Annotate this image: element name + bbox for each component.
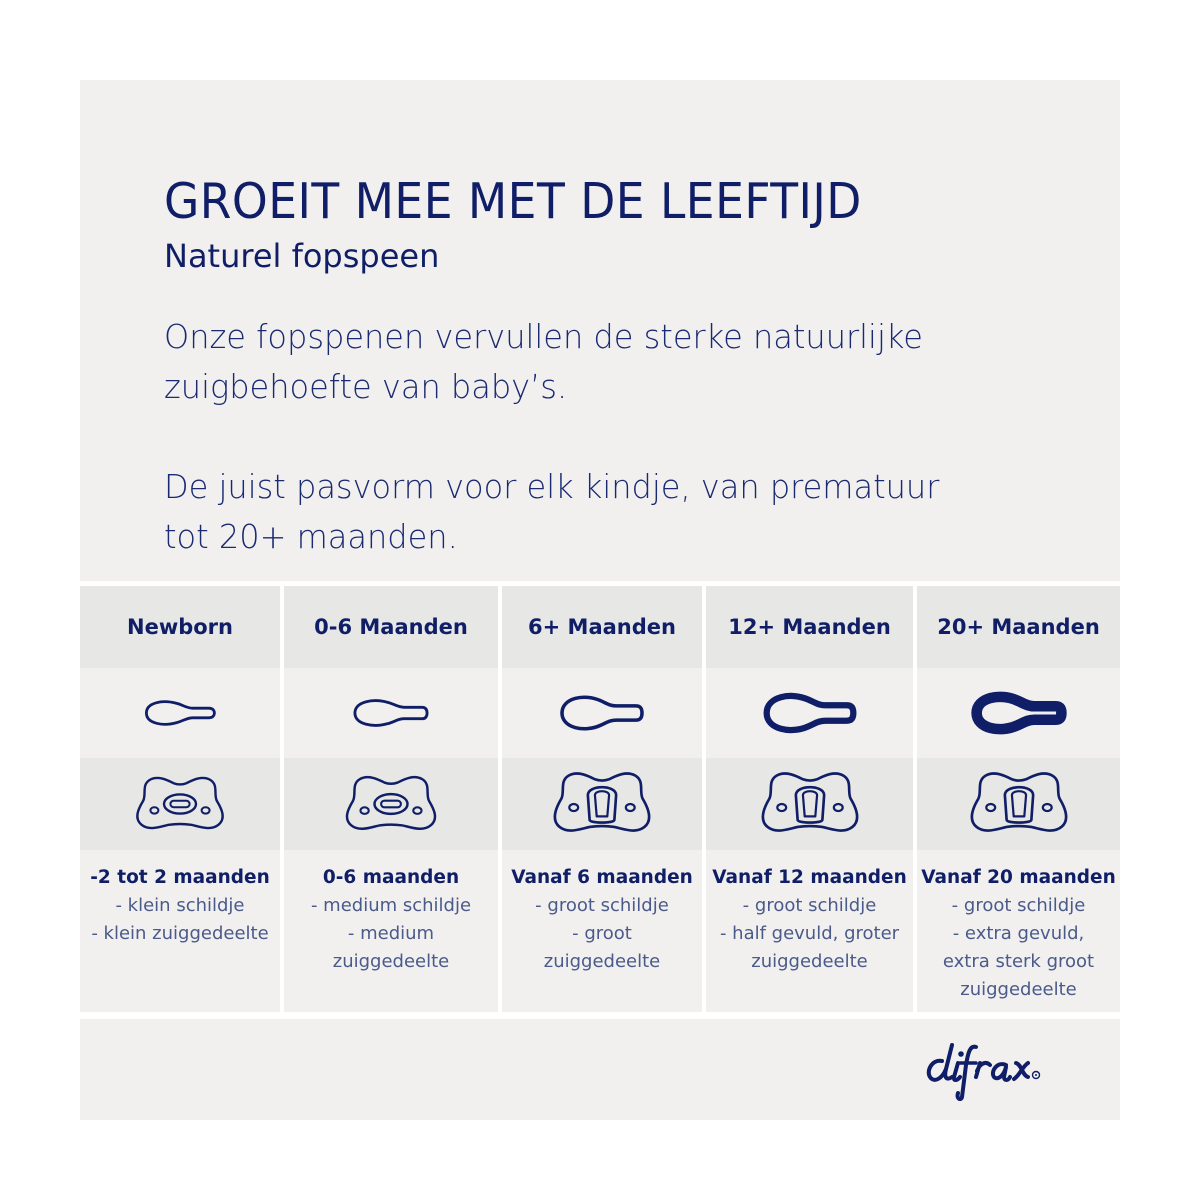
age-table bbox=[80, 581, 1120, 1019]
medium-teat-icon bbox=[350, 692, 432, 734]
shield-cell bbox=[502, 758, 702, 850]
column-header-label: 20+ Maanden bbox=[937, 615, 1100, 639]
teat-cell bbox=[706, 668, 913, 758]
column-description bbox=[502, 850, 702, 1012]
teat-cell bbox=[284, 668, 498, 758]
fit-line-2: tot 20+ maanden. bbox=[164, 517, 458, 556]
teat-cell bbox=[80, 668, 280, 758]
age-range-title: 0-6 maanden bbox=[322, 867, 460, 888]
description-line: - groot schildje bbox=[535, 895, 669, 916]
column-header-label: 12+ Maanden bbox=[728, 615, 891, 639]
column-header bbox=[80, 586, 280, 668]
description-line: - klein zuiggedeelte bbox=[91, 923, 269, 944]
shield-cell bbox=[917, 758, 1120, 850]
column-description bbox=[917, 850, 1120, 1012]
column-header-label: 6+ Maanden bbox=[528, 615, 676, 639]
age-range-title: -2 tot 2 maanden bbox=[90, 867, 270, 888]
footer bbox=[80, 1019, 1120, 1120]
age-range-title: Vanaf 12 maanden bbox=[712, 867, 907, 888]
heading-block bbox=[164, 172, 1064, 278]
age-range-title: Vanaf 6 maanden bbox=[511, 867, 693, 888]
intro-line-1: Onze fopspenen vervullen de sterke natuurlijke bbox=[164, 317, 923, 356]
column-description bbox=[284, 850, 498, 1012]
column-description bbox=[706, 850, 913, 1012]
description-line: zuiggedeelte bbox=[543, 951, 661, 972]
small-shield-icon bbox=[132, 772, 228, 836]
column-description bbox=[80, 850, 280, 1012]
description-line: - medium bbox=[347, 923, 435, 944]
description-line: zuiggedeelte bbox=[332, 951, 450, 972]
description-line: - extra gevuld, bbox=[952, 923, 1085, 944]
description-line: - groot schildje bbox=[742, 895, 877, 916]
description-line: - groot bbox=[572, 923, 632, 944]
large-shield-icon bbox=[966, 768, 1072, 840]
page-subtitle: Naturel fopspeen bbox=[164, 237, 440, 275]
intro-paragraph bbox=[164, 312, 998, 412]
description-line: - half gevuld, groter bbox=[719, 923, 900, 944]
column-header-label: Newborn bbox=[127, 615, 233, 639]
description-line: extra sterk groot bbox=[942, 951, 1095, 972]
description-line: - klein schildje bbox=[115, 895, 245, 916]
large-shield-icon bbox=[757, 768, 863, 840]
intro-line-2: zuigbehoefte van baby’s. bbox=[164, 367, 568, 406]
shield-cell bbox=[284, 758, 498, 850]
column-header bbox=[284, 586, 498, 668]
age-column-12-plus bbox=[706, 586, 913, 1012]
column-header bbox=[706, 586, 913, 668]
column-header bbox=[917, 586, 1120, 668]
small-teat-icon bbox=[140, 693, 220, 733]
age-range-title: Vanaf 20 maanden bbox=[921, 867, 1116, 888]
age-column-6-plus bbox=[502, 586, 702, 1012]
half-filled-teat-icon bbox=[761, 687, 859, 739]
fit-line-1: De juist pasvorm voor elk kindje, van prematuur bbox=[164, 467, 940, 506]
age-column-newborn bbox=[80, 586, 280, 1012]
description-line: - medium schildje bbox=[310, 895, 472, 916]
shield-cell bbox=[706, 758, 913, 850]
teat-cell bbox=[917, 668, 1120, 758]
fit-paragraph bbox=[164, 462, 998, 562]
column-header bbox=[502, 586, 702, 668]
large-shield-icon bbox=[549, 768, 655, 840]
description-line: - groot schildje bbox=[951, 895, 1086, 916]
description-line: zuiggedeelte bbox=[960, 979, 1077, 1000]
info-panel bbox=[80, 80, 1120, 1120]
large-teat-icon bbox=[557, 689, 647, 737]
shield-cell bbox=[80, 758, 280, 850]
age-column-20-plus bbox=[917, 586, 1120, 1012]
page-title: GROEIT MEE MET DE LEEFTIJD bbox=[164, 173, 862, 230]
description-line: zuiggedeelte bbox=[751, 951, 868, 972]
column-header-label: 0-6 Maanden bbox=[314, 615, 468, 639]
teat-cell bbox=[502, 668, 702, 758]
difrax-logo bbox=[922, 1039, 1084, 1101]
age-column-0-6 bbox=[284, 586, 498, 1012]
medium-shield-icon bbox=[341, 771, 441, 837]
extra-filled-teat-icon bbox=[970, 687, 1068, 739]
